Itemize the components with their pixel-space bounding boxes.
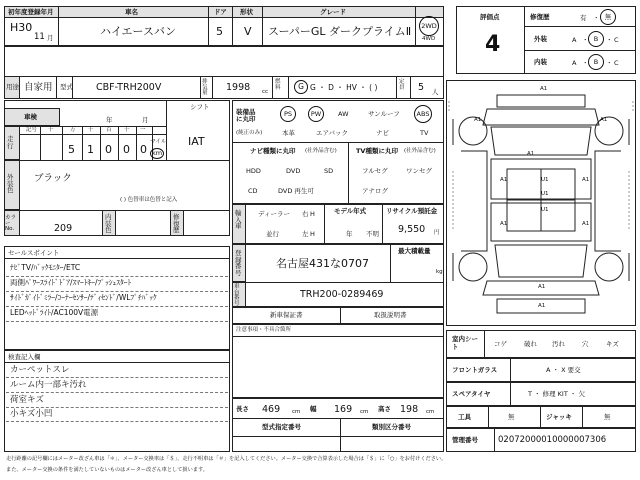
model-label: 型式 (60, 83, 73, 91)
import-right-h: H (310, 210, 315, 218)
diagram-mark-10: A1 (500, 221, 508, 227)
score-value: 4 (485, 32, 501, 57)
navi-type-label: ナビ種類に丸印 (250, 147, 296, 155)
drive-4wd: 4WD (422, 36, 436, 42)
diagram-mark-11: A1 (582, 221, 590, 227)
diagram-mark-3: A1 (600, 117, 608, 123)
displacement: 1998 (226, 82, 251, 93)
mileage-unit-mile: マイル (150, 139, 167, 145)
inspector-note-1: カーペットスレ (10, 365, 70, 375)
score-exterior-c: C (614, 36, 619, 44)
category-no-label: 類別区分番号 (372, 423, 411, 431)
cc-unit: cc (262, 89, 269, 95)
inspection-year-unit: 年 (106, 116, 113, 124)
navi-type-sub: (社外品含む) (305, 148, 337, 154)
digit-label-hyaku: 百 (106, 127, 112, 133)
score-interior-label: 内装 (534, 58, 547, 66)
equip-airbag: エアバック (316, 129, 348, 137)
score-repair-dot: ・ (593, 14, 600, 22)
windshield-label: フロントガラス (452, 366, 498, 374)
equipment-label: 装備品に丸印 (236, 108, 256, 124)
equip-sunroof: サンルーフ (368, 110, 400, 118)
repair-history-label: 修復歴 (173, 213, 180, 234)
length-label: 長さ (236, 405, 249, 413)
sales-point-4: LEDﾍｯﾄﾞﾗｲﾄ/AC100V電源 (10, 308, 99, 317)
registration-number: 名古屋431な0707 (276, 257, 369, 270)
fuel-options: G ・ D ・ HV ・ ( ) (310, 83, 378, 92)
score-interior-b-circled: B (588, 54, 604, 70)
inspector-note-2: ルーム内一部キ汚れ (10, 380, 87, 390)
diagram-mark-8: A1 (500, 177, 508, 183)
equip-tv: TV (420, 129, 429, 137)
reg-month-suffix: 月 (47, 34, 54, 42)
usage-label: 用途 (6, 83, 19, 91)
equip-aw: AW (338, 110, 349, 118)
score-exterior-label: 外装 (534, 35, 547, 43)
footer-line-2: また、メーター交換の条件を満たしていないものはメーター改ざん車として扱います。 (6, 467, 208, 473)
exterior-note: ( ) 色替車は色替と記入 (120, 197, 178, 203)
color-no: 209 (54, 223, 73, 234)
sales-point-3: ｻｲﾄﾞｶﾞｲﾄﾞﾐﾗｰ/ｺｰﾅｰｾﾝｻｰ/ﾃﾞｨｾﾝﾄﾞ/WLﾌﾟﾁﾊﾞｯｸ (10, 293, 157, 302)
jack-value: 無 (604, 413, 611, 421)
usage-row (4, 46, 444, 99)
tv-oneseg: ワンセグ (406, 167, 432, 175)
navi-dvd-playback: DVD 再生可 (278, 187, 314, 195)
recycle-label: リサイクル預託金 (386, 207, 438, 215)
import-dealer: ディーラー (258, 210, 290, 218)
mileage-digit-3: 0 (105, 143, 112, 156)
digit-label-kigo: 記号 (26, 127, 38, 133)
recycle-yen: 円 (434, 230, 440, 236)
seat-item-scratch: キズ (606, 340, 619, 348)
width-cm: cm (360, 409, 369, 415)
model: CBF-TRH200V (96, 82, 162, 93)
diagram-mark-7: U1 (541, 207, 549, 213)
shift: IAT (188, 135, 205, 148)
model-year-label: モデル年式 (334, 207, 367, 215)
height-label: 高さ (378, 405, 391, 413)
digit-label-ichi: 一 (140, 127, 146, 133)
model-year-unknown: 不明 (366, 230, 379, 238)
reg-year: H30 (10, 21, 33, 34)
score-interior-dot2: ・ (606, 59, 613, 67)
mileage-label: 走行 (7, 135, 14, 150)
score-interior-a: A (572, 59, 577, 67)
caution-label: 注意事項・不具合箇所 (236, 327, 292, 333)
sales-point-1: ﾅﾋﾞTV/ﾊﾞｯｸﾓﾆﾀｰ/ETC (10, 263, 81, 272)
spare-label: スペアタイヤ (452, 390, 491, 398)
import-left: 左 (302, 230, 309, 238)
fuel-selected-circled: G (294, 80, 308, 94)
displacement-label: 排気量 (202, 79, 208, 96)
sales-points-label: セールスポイント (8, 249, 60, 257)
documents-row (232, 306, 444, 324)
tools-value: 無 (508, 413, 515, 421)
navi-dvd: DVD (286, 167, 301, 175)
score-exterior-dot1: ・ (582, 36, 589, 44)
tv-type-label: TV種類に丸印 (356, 147, 398, 155)
navi-cd: CD (248, 187, 258, 195)
diagram-mark-2: A1 (474, 117, 482, 123)
usage: 自家用 (24, 82, 53, 93)
mileage-digit-2: 1 (87, 143, 94, 156)
navi-sd: SD (324, 167, 334, 175)
spare-options: T ・ 修理 KIT ・ 欠 (528, 390, 585, 398)
seat-item-stain: 汚れ (552, 340, 565, 348)
diagram-mark-13: A1 (538, 303, 546, 309)
manual-doc: 取扱説明書 (374, 311, 407, 319)
max-load-kg: kg (436, 269, 443, 275)
registration-label: 登録番号 (235, 249, 242, 277)
digit-label-man: 万 (70, 127, 76, 133)
interior-color-label: 内装色 (105, 213, 112, 234)
score-exterior-a: A (572, 36, 577, 44)
diagram-mark-6: U1 (541, 191, 549, 197)
diagram-mark-9: A1 (582, 177, 590, 183)
mileage-unit-km-circled: km (151, 149, 163, 158)
tv-fullseg: フルセグ (362, 167, 388, 175)
import-label: 輸入車 (235, 209, 242, 230)
chassis-number: TRH200-0289469 (300, 289, 384, 300)
equip-navi: ナビ (376, 129, 389, 137)
inspection-label: 車検 (24, 113, 37, 121)
color-no-label: カラーNo. (5, 215, 17, 232)
length-cm: cm (292, 409, 301, 415)
footer-line-1: 走行距離の記号欄にはメーター改ざん車は「＊」、メーター交換車は「＄」、走行不明車は「＃」を記入してください。メーター交換で合算表示した場合は「＄」に「○」をお付けください。 (6, 456, 447, 462)
exterior-color: ブラック (34, 173, 72, 184)
equipment-sub: (純正のみ) (236, 130, 263, 136)
score-repair-no-circled: 無 (600, 9, 616, 25)
doors-label: ドア (214, 8, 227, 16)
import-right: 右 (302, 210, 309, 218)
seat-item-burn: コゲ (494, 340, 507, 348)
digit-label-sen: 千 (88, 127, 94, 133)
length-value: 469 (262, 404, 281, 415)
mileage-digit-5: 0 (140, 143, 147, 156)
height-cm: cm (426, 409, 435, 415)
chassis-label: 車台番号 (234, 284, 240, 307)
exterior-label: 外装色 (7, 173, 14, 194)
digit-label-ten: 十 (48, 127, 54, 133)
grade: スーパーGL ダークプライムⅡ (268, 25, 412, 38)
import-left-h: H (310, 230, 315, 238)
score-label: 評価点 (480, 13, 500, 21)
score-repair-label: 修復歴 (530, 13, 550, 21)
width-value: 169 (334, 404, 353, 415)
windshield-options: A ・ X 要交 (546, 366, 581, 374)
inspector-note-3: 荷室キズ (10, 395, 44, 405)
diagram-mark-4: A1 (527, 151, 535, 157)
doors: 5 (216, 25, 223, 38)
tv-analog: アナログ (362, 187, 388, 195)
score-exterior-b-circled: B (588, 31, 604, 47)
equip-pw-circled: PW (308, 106, 324, 122)
shape-label: 形状 (240, 8, 253, 16)
management-label: 管理番号 (452, 436, 478, 444)
score-interior-c: C (614, 59, 619, 67)
tools-label: 工具 (458, 413, 471, 421)
diagram-mark-1: A1 (540, 86, 548, 92)
tv-type-sub: (社外品含む) (404, 148, 436, 154)
fuel-label: 燃料 (275, 79, 281, 91)
capacity-label: 定員 (399, 79, 405, 91)
warranty-doc: 新車保証書 (270, 311, 303, 319)
score-exterior-dot2: ・ (606, 36, 613, 44)
import-parallel: 並行 (266, 230, 279, 238)
equip-ps-circled: PS (280, 106, 296, 122)
capacity-unit: 人 (432, 88, 439, 96)
mileage-digit-4: 0 (123, 143, 130, 156)
grade-label: グレード (320, 8, 346, 16)
sales-point-2: 両側ﾊﾟﾜｰｽﾗｲﾄﾞﾄﾞｱ/ｽﾏｰﾄｷｰ/ﾌﾟｯｼｭｽﾀｰﾄ (10, 278, 132, 287)
seat-label: 室内シート (452, 335, 478, 351)
reg-month: 11 (34, 32, 45, 42)
seat-item-tear: 破れ (524, 340, 537, 348)
seat-item-hole: 穴 (582, 340, 589, 348)
height-value: 198 (400, 404, 419, 415)
diagram-mark-12: A1 (538, 284, 546, 290)
diagram-mark-5: U1 (541, 177, 549, 183)
drive-2wd-circled: 2WD (419, 16, 439, 36)
mileage-digit-1: 5 (68, 143, 75, 156)
max-load-label: 最大積載量 (398, 247, 431, 255)
type-no-label: 型式指定番号 (262, 423, 301, 431)
car-name: ハイエースバン (100, 25, 177, 38)
shift-label: シフト (190, 103, 210, 111)
digit-label-juu: 十 (124, 127, 130, 133)
management-value: 02072000010000007306 (498, 435, 607, 445)
equip-abs-circled: ABS (414, 105, 432, 123)
inspector-note-4: 小キズ小凹 (10, 409, 53, 419)
width-label: 幅 (310, 405, 317, 413)
navi-hdd: HDD (246, 167, 261, 175)
model-year-unit: 年 (346, 230, 353, 238)
car-name-label: 車名 (125, 8, 138, 16)
inspection-month-unit: 月 (142, 116, 149, 124)
reg-year-label: 初年度登録年月 (8, 8, 54, 16)
jack-label: ジャッキ (546, 413, 572, 421)
score-interior-dot1: ・ (582, 59, 589, 67)
shape: V (244, 25, 252, 38)
inspector-notes-label: 検査記入欄 (8, 353, 41, 361)
score-repair-opt-yes: 有 (580, 14, 587, 22)
capacity: 5 (418, 82, 425, 93)
equip-leather: 本革 (282, 129, 295, 137)
recycle-value: 9,550 (398, 224, 426, 235)
